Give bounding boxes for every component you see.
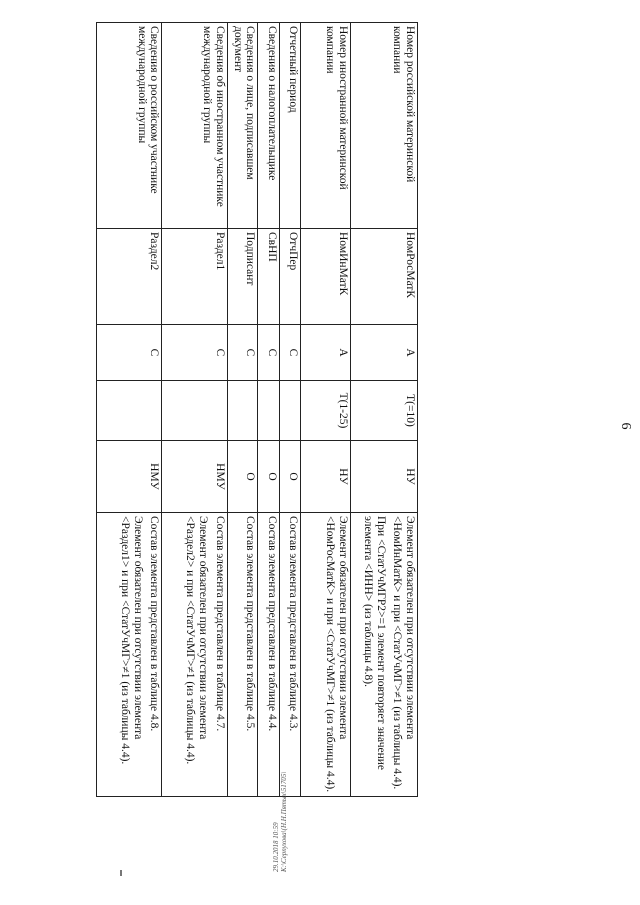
element-type-cell: С [162, 325, 227, 381]
element-notes-cell [227, 513, 258, 797]
note-text: Элемент обязателен при отсутствии элемента <НомИнМатК> и при <СтатУчМГ>≠1 (из таблицы 4.4). [391, 516, 416, 790]
element-name-cell: Отчетный период [279, 23, 300, 229]
table-row [227, 23, 258, 797]
element-format-cell: Т(1-25) [301, 381, 351, 441]
element-notes-cell [301, 513, 351, 797]
note-text: Состав элемента представлен в таблице 4.4. [265, 516, 278, 732]
element-format-cell [279, 381, 300, 441]
element-format-cell [258, 381, 279, 441]
element-tag-cell: Раздел2 [97, 229, 162, 325]
note-text: При <СтатУчМГР2>=1 элемент повторяет значение элемента <ИНН> (из таблицы 4.8). [362, 516, 387, 770]
stamp-date: 29.10.2018 10:59 [272, 822, 280, 872]
element-type-cell: А [351, 325, 418, 381]
element-format-cell: Т(=10) [351, 381, 418, 441]
element-tag-cell: Подписант [227, 229, 258, 325]
element-name-cell: Номер российской материнской компании [351, 23, 418, 229]
element-tag-cell: НомРосМатК [351, 229, 418, 325]
element-notes-cell [97, 513, 162, 797]
file-stamp [272, 722, 300, 872]
element-type-cell: С [97, 325, 162, 381]
element-tag-cell: СвНП [258, 229, 279, 325]
scan-mark [120, 870, 122, 876]
element-name-cell: Сведения о лице, подписавшем документ [227, 23, 258, 229]
element-notes-cell [162, 513, 227, 797]
table-row [162, 23, 227, 797]
element-required-cell: НМУ [97, 441, 162, 513]
note-text: Состав элемента представлен в таблице 4.5. [244, 516, 257, 732]
spec-table [96, 22, 418, 797]
element-name-cell: Сведения об иностранном участнике международной группы [162, 23, 227, 229]
table-row [97, 23, 162, 797]
element-name-cell: Сведения о российском участнике международной группы [97, 23, 162, 229]
element-type-cell: С [258, 325, 279, 381]
element-format-cell [97, 381, 162, 441]
element-required-cell: НМУ [162, 441, 227, 513]
element-name-cell: Номер иностранной материнской компании [301, 23, 351, 229]
element-format-cell [162, 381, 227, 441]
note-text: Элемент обязателен при отсутствии элемента <НомРосМатК> и при <СтатУчМГ>≠1 (из таблицы 4.4). [324, 516, 350, 793]
element-required-cell: О [227, 441, 258, 513]
note-text: Элемент обязателен при отсутствии элемента <Раздел1> и при <СтатУчМГ>≠1 (из таблицы 4.4). [119, 516, 144, 765]
element-tag-cell: ОтчПер [279, 229, 300, 325]
element-required-cell: НУ [301, 441, 351, 513]
element-type-cell: А [301, 325, 351, 381]
note-text: Элемент обязателен при отсутствии элемента <Раздел2> и при <СтатУчМГ>≠1 (из таблицы 4.4). [184, 516, 209, 765]
element-type-cell: С [227, 325, 258, 381]
element-format-cell [227, 381, 258, 441]
element-required-cell: О [258, 441, 279, 513]
table-row [258, 23, 279, 797]
table-row [279, 23, 300, 797]
table-row [301, 23, 351, 797]
element-name-cell: Сведения о налогоплательщике [258, 23, 279, 229]
element-required-cell: О [279, 441, 300, 513]
note-text: Состав элемента представлен в таблице 4.7. [213, 516, 226, 732]
note-text: Состав элемента представлен в таблице 4.8. [148, 516, 161, 732]
element-tag-cell: Раздел1 [162, 229, 227, 325]
page-number: 6 [618, 422, 633, 430]
element-required-cell: НУ [351, 441, 418, 513]
element-type-cell: С [279, 325, 300, 381]
spec-table-body [97, 23, 418, 797]
element-notes-cell [351, 513, 418, 797]
element-tag-cell: НомИнМатК [301, 229, 351, 325]
rotated-table-wrapper [96, 22, 418, 796]
table-row [351, 23, 418, 797]
stamp-path: К:\Серпухова\(Н.Н.Пятых\51705\ [280, 771, 289, 872]
note-text: Состав элемента представлен в таблице 4.3. [287, 516, 300, 732]
